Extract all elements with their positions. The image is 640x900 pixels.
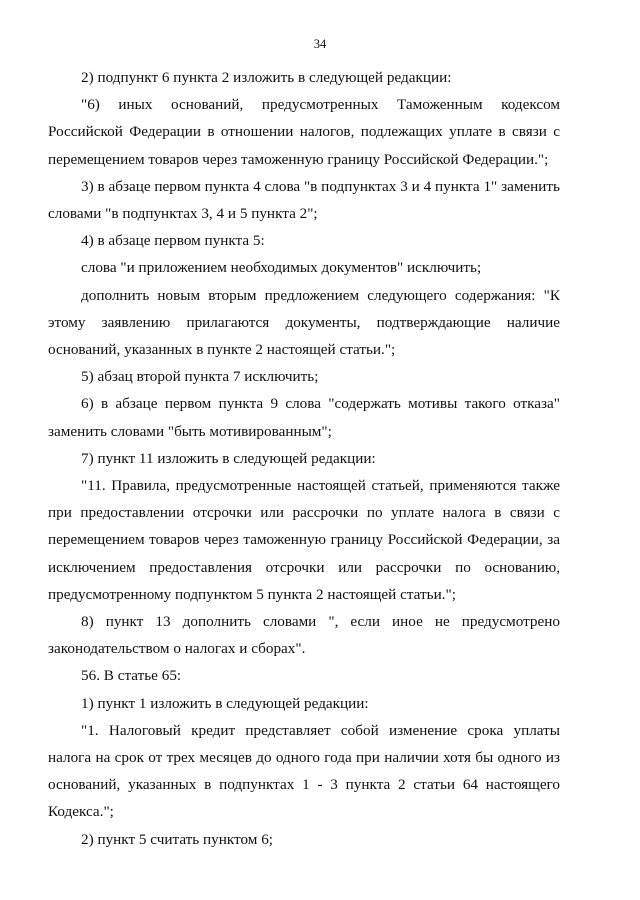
page-number: 34 xyxy=(313,37,327,51)
paragraph: "6) иных оснований, предусмотренных Таможенным кодексом Российской Федерации в отношении налогов, подлежащих уплате в связи с перемещением товаров через таможенную границу Российской Федерации."; xyxy=(48,96,560,168)
paragraph: 4) в абзаце первом пункта 5: xyxy=(81,232,265,250)
paragraph: дополнить новым вторым предложением следующего содержания: "К этому заявлению прилагаются документы, подтверждающие наличие оснований, указанных в пункте 2 настоящей статьи."; xyxy=(48,286,560,359)
paragraph: 1) пункт 1 изложить в следующей редакции: xyxy=(81,694,369,712)
paragraph: 6) в абзаце первом пункта 9 слова "содержать мотивы такого отказа" заменить словами "быть мотивированным"; xyxy=(48,395,560,440)
paragraph: 2) пункт 5 считать пунктом 6; xyxy=(81,830,274,848)
paragraph: 7) пункт 11 изложить в следующей редакции: xyxy=(81,449,376,467)
paragraph: 8) пункт 13 дополнить словами ", если иное не предусмотрено законодательством о налогах и сборах". xyxy=(48,613,560,658)
paragraph: слова "и приложением необходимых документов" исключить; xyxy=(81,259,482,277)
paragraph: 5) абзац второй пункта 7 исключить; xyxy=(81,368,319,386)
paragraph: 56. В статье 65: xyxy=(81,667,182,685)
paragraph: "1. Налоговый кредит представляет собой изменение срока уплаты налога на срок от трех месяцев до одного года при наличии хотя бы одного из оснований, указанных в подпунктах 1 - 3 пункта 2 статьи 64 настоящего Кодекса."; xyxy=(48,721,560,821)
paragraph: 2) подпункт 6 пункта 2 изложить в следующей редакции: xyxy=(81,69,452,86)
paragraph: "11. Правила, предусмотренные настоящей статьей, применяются также при предоставлении отсрочки или рассрочки по уплате налога в связи с перемещением товаров через таможенную границу Российской Федерации, за исключением предоставления отсрочки или рассрочки по основанию, предусмотренному подпунктом 5 пункта 2 настоящей статьи."; xyxy=(48,477,560,603)
document-body xyxy=(48,64,560,853)
paragraph: 3) в абзаце первом пункта 4 слова "в подпунктах 3 и 4 пункта 1" заменить словами "в подпунктах 3, 4 и 5 пункта 2"; xyxy=(48,177,560,223)
